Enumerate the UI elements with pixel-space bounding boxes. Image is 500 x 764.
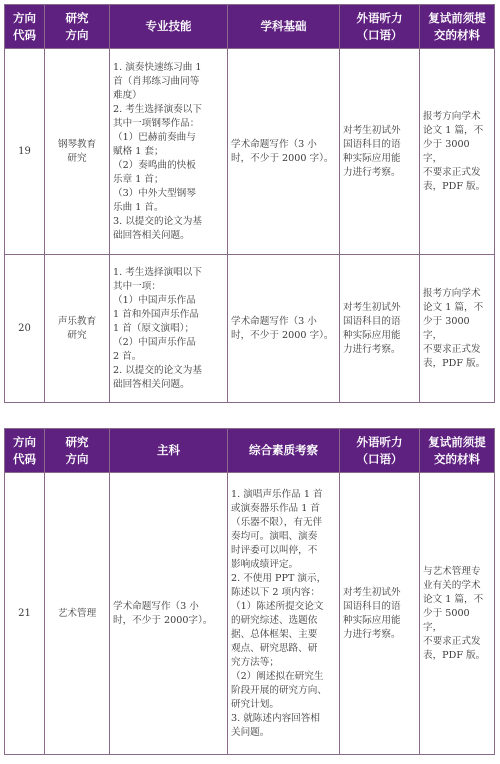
subject-basis: 学术命题写作（3 小 时，不少于 2000 字）。 bbox=[228, 49, 340, 255]
header-research-direction: 研究 方向 bbox=[45, 429, 110, 473]
table-header-row bbox=[5, 5, 495, 49]
admission-table-2 bbox=[4, 428, 495, 755]
main-subject: 学术命题写作（3 小 时，不少于 2000字）。 bbox=[110, 473, 228, 755]
materials: 报考方向学术 论文 1 篇，不 少于 3000 字， 不要求正式发 表，PDF 版。 bbox=[420, 255, 495, 403]
table-row bbox=[5, 473, 495, 755]
research-direction: 钢琴教育 研究 bbox=[45, 49, 110, 255]
table-header-row bbox=[5, 429, 495, 473]
table-row bbox=[5, 49, 495, 255]
header-comprehensive-quality: 综合素质考察 bbox=[228, 429, 340, 473]
direction-code: 19 bbox=[5, 49, 45, 255]
foreign-language: 对考生初试外 国语科目的语 种实际应用能 力进行考察。 bbox=[340, 473, 420, 755]
direction-code: 20 bbox=[5, 255, 45, 403]
header-direction-code: 方向 代码 bbox=[5, 5, 45, 49]
header-subject-basis: 学科基础 bbox=[228, 5, 340, 49]
header-materials: 复试前须提 交的材料 bbox=[420, 429, 495, 473]
admission-table-1 bbox=[4, 4, 495, 403]
header-main-subject: 主科 bbox=[110, 429, 228, 473]
materials: 与艺术管理专 业有关的学术 论文 1 篇，不 少于 5000 字， 不要求正式发 表，PDF 版。 bbox=[420, 473, 495, 755]
foreign-language: 对考生初试外 国语科目的语 种实际应用能 力进行考察。 bbox=[340, 49, 420, 255]
professional-skills: 1. 考生选择演唱以下 其中一项： （1）中国声乐作品 1 首和外国声乐作品 1 首（原文演唱）； （2）中国声乐作品 2 首。 2. 以提交的论文为基 础回答相关问题。 bbox=[110, 255, 228, 403]
header-research-direction: 研究 方向 bbox=[45, 5, 110, 49]
subject-basis: 学术命题写作（3 小 时，不少于 2000 字）。 bbox=[228, 255, 340, 403]
research-direction: 声乐教育 研究 bbox=[45, 255, 110, 403]
table-row bbox=[5, 255, 495, 403]
foreign-language: 对考生初试外 国语科目的语 种实际应用能 力进行考察。 bbox=[340, 255, 420, 403]
header-foreign-language: 外语听力 （口语） bbox=[340, 5, 420, 49]
materials: 报考方向学术 论文 1 篇，不 少于 3000 字， 不要求正式发 表，PDF 版。 bbox=[420, 49, 495, 255]
comprehensive-quality: 1. 演唱声乐作品 1 首 或演奏器乐作品 1 首 （乐器不限），有无伴 奏均可。演唱、演奏 时评委可以叫停，不 影响成绩评定。 2. 不使用 PPT 演示， 陈述以下 2 项内容： （1）陈述所提交论文 的研究综述、选题依 据、总体框架、主要 观点、研究思路、研 究方法等； （2）阐述拟在研究生 阶段开展的研究方向、 研究计划。 3. 就陈述内容回答相 关问题。 bbox=[228, 473, 340, 755]
header-direction-code: 方向 代码 bbox=[5, 429, 45, 473]
direction-code: 21 bbox=[5, 473, 45, 755]
header-materials: 复试前须提 交的材料 bbox=[420, 5, 495, 49]
research-direction: 艺术管理 bbox=[45, 473, 110, 755]
header-professional-skills: 专业技能 bbox=[110, 5, 228, 49]
header-foreign-language: 外语听力 （口语） bbox=[340, 429, 420, 473]
professional-skills: 1. 演奏快速练习曲 1 首（肖邦练习曲同等 难度） 2. 考生选择演奏以下 其中一项钢琴作品： （1）巴赫前奏曲与 赋格 1 套； （2）奏鸣曲的快板 乐章 1 首； （3）中外大型钢琴 乐曲 1 首。 3. 以提交的论文为基 础回答相关问题。 bbox=[110, 49, 228, 255]
